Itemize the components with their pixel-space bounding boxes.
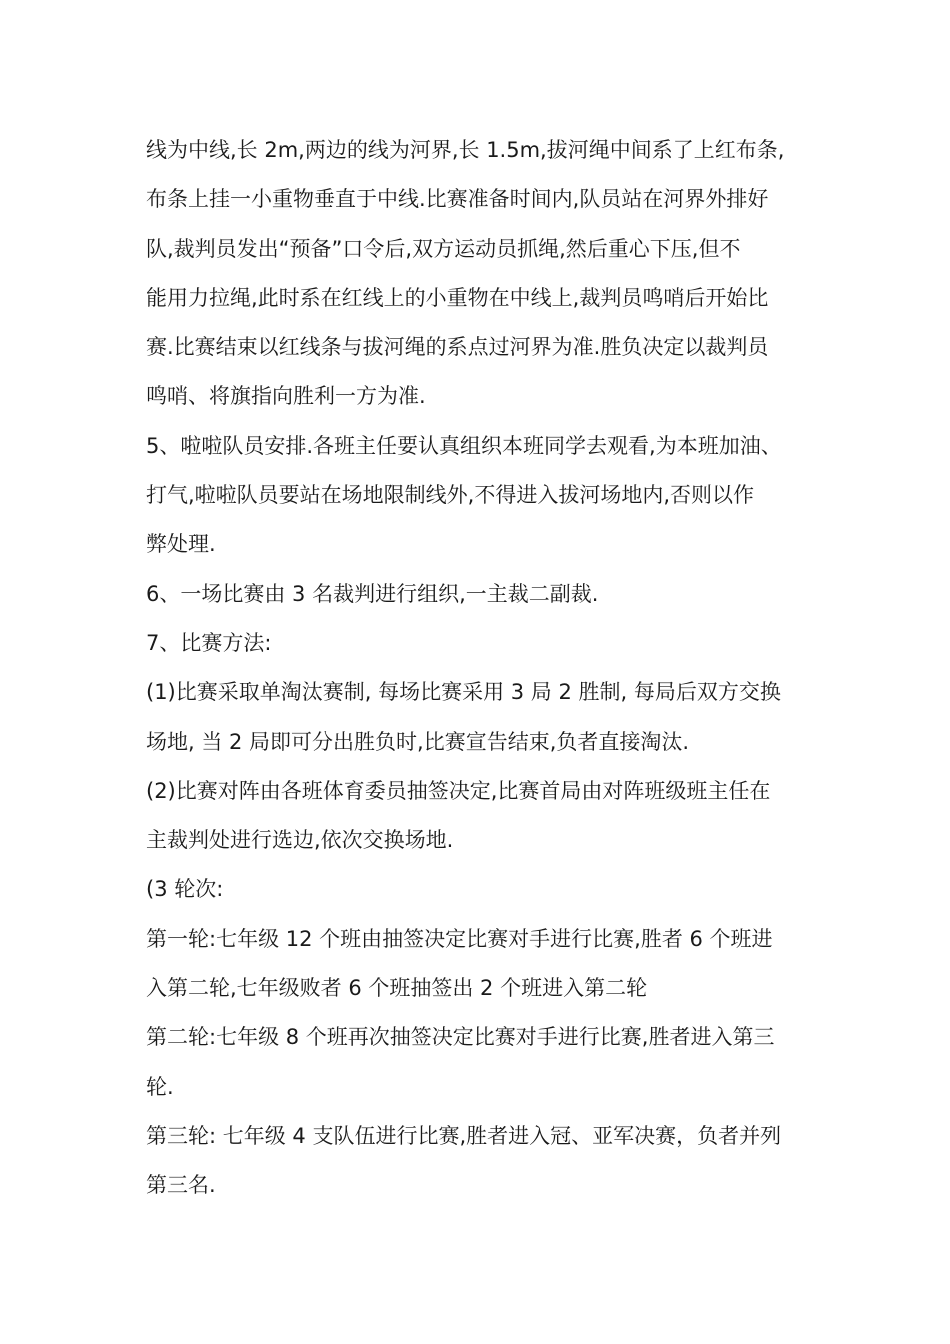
- text-line: 5、啦啦队员安排.各班主任要认真组织本班同学去观看,为本班加油、: [146, 433, 782, 458]
- text-line: 主裁判处进行选边,依次交换场地.: [146, 828, 454, 853]
- text-line: 打气,啦啦队员要站在场地限制线外,不得进入拔河场地内,否则以作: [146, 483, 755, 508]
- text-line: 第三名.: [146, 1173, 216, 1198]
- text-line: 第一轮:七年级 12 个班由抽签决定比赛对手进行比赛,胜者 6 个班进: [146, 926, 773, 951]
- text-line: 能用力拉绳,此时系在红线上的小重物在中线上,裁判员鸣哨后开始比: [146, 285, 769, 310]
- text-line: 7、比赛方法:: [146, 630, 272, 655]
- text-line: 线为中线,长 2m,两边的线为河界,长 1.5m,拔河绳中间系了上红布条,: [146, 138, 785, 162]
- text-line: (2)比赛对阵由各班体育委员抽签决定,比赛首局由对阵班级班主任在: [146, 778, 771, 803]
- text-line: 第三轮: 七年级 4 支队伍进行比赛,胜者进入冠、亚军决赛，负者并列: [146, 1123, 782, 1148]
- text-line: 6、一场比赛由 3 名裁判进行组织,一主裁二副裁.: [146, 581, 599, 606]
- document-body: [146, 126, 816, 1211]
- text-line: (3 轮次:: [146, 877, 224, 902]
- text-line: 轮.: [146, 1074, 174, 1099]
- text-line: 鸣哨、将旗指向胜利一方为准.: [146, 384, 426, 409]
- text-line: 入第二轮,七年级败者 6 个班抽签出 2 个班进入第二轮: [146, 976, 648, 1001]
- text-line: 场地, 当 2 局即可分出胜负时,比赛宣告结束,负者直接淘汰.: [146, 729, 690, 754]
- text-line: 弊处理.: [146, 532, 216, 557]
- text-line: 队,裁判员发出“预备”口令后,双方运动员抓绳,然后重心下压,但不: [146, 236, 741, 261]
- text-line: 第二轮:七年级 8 个班再次抽签决定比赛对手进行比赛,胜者进入第三: [146, 1025, 775, 1050]
- text-line: 布条上挂一小重物垂直于中线.比赛准备时间内,队员站在河界外排好: [146, 187, 769, 212]
- text-line: 赛.比赛结束以红线条与拔河绳的系点过河界为准.胜负决定以裁判员: [146, 335, 769, 360]
- text-line: (1)比赛采取单淘汰赛制, 每场比赛采用 3 局 2 胜制, 每局后双方交换: [146, 680, 781, 705]
